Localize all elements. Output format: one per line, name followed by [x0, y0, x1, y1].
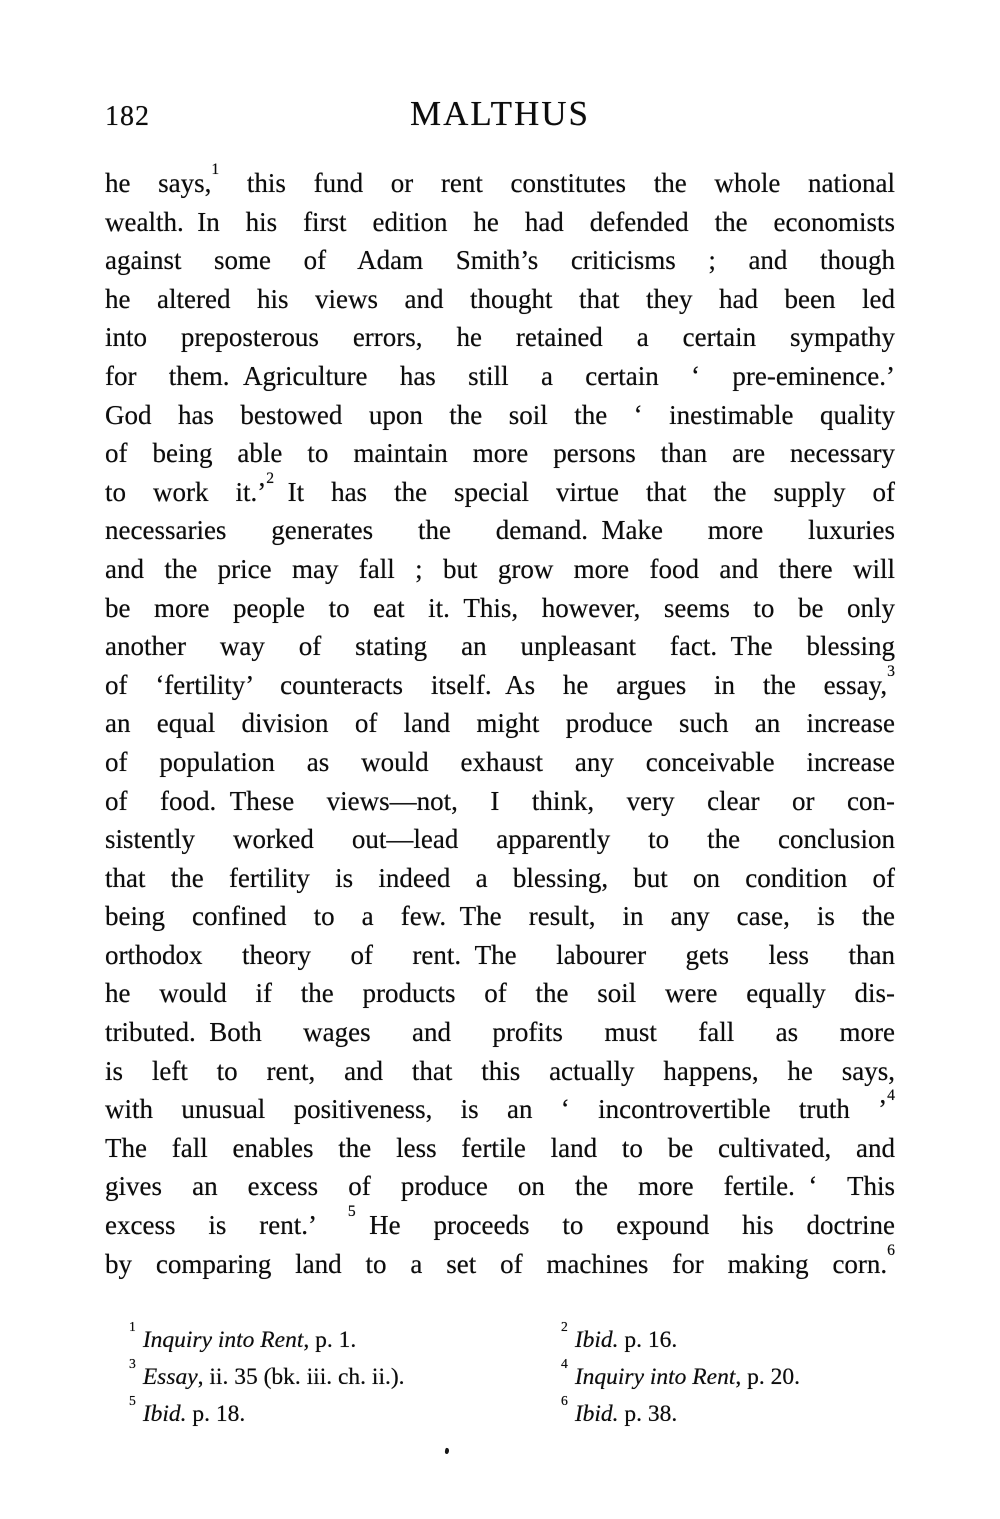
scan-speck-artifact [444, 1448, 449, 1455]
footnote [105, 1356, 553, 1396]
text-line: The fall enables the less fertile land to be cultivated, and [105, 1132, 895, 1163]
footnote-reference: , p. 1. [303, 1327, 357, 1353]
footnote [553, 1393, 895, 1433]
footnote-marker: 4 [561, 1356, 568, 1372]
footnotes [105, 1319, 895, 1433]
footnote-title: Ibid. [142, 1401, 187, 1427]
text-line: God has bestowed upon the soil the ‘ inestimable quality [105, 399, 895, 430]
footnote-reference: , ii. 35 (bk. iii. ch. ii.). [197, 1364, 405, 1390]
footnote [105, 1319, 553, 1359]
text-line: necessaries generates the demand. Make more luxuries [105, 515, 895, 546]
text-line: with unusual positiveness, is an ‘ incontrovertible truth ’$^4$ [105, 1087, 895, 1125]
footnote-marker: 6 [561, 1393, 568, 1409]
text-line: is left to rent, and that this actually happens, he says, [105, 1055, 895, 1086]
text-line: sistently worked out—lead apparently to the conclusion [105, 824, 895, 855]
footnote-marker: 2 [561, 1319, 568, 1335]
footnote-reference: p. 16. [618, 1327, 678, 1353]
body-text [105, 161, 895, 1283]
text-line: an equal division of land might produce such an increase [105, 708, 895, 739]
footnote-marker: 1 [129, 1319, 136, 1335]
footnote-row [105, 1319, 895, 1359]
footnote [105, 1393, 553, 1433]
text-line: of population as would exhaust any conceivable increase [105, 746, 895, 777]
footnote-reference: p. 38. [618, 1401, 678, 1427]
text-line: to work it.’$^2$ It has the special virtue that the supply of [105, 469, 895, 507]
text-line: against some of Adam Smith’s criticisms ; and though [105, 245, 895, 276]
text-line: he says,$^1$ this fund or rent constitutes the whole national [105, 161, 895, 198]
footnote-marker: 5 [129, 1393, 136, 1409]
text-line: into preposterous errors, he retained a certain sympathy [105, 322, 895, 353]
footnote [553, 1319, 895, 1359]
text-line: of ‘fertility’ counteracts itself. As he argues in the essay,$^3$ [105, 662, 895, 700]
text-line: that the fertility is indeed a blessing, but on condition of [105, 862, 895, 893]
text-line: gives an excess of produce on the more fertile. ‘ This [105, 1171, 895, 1202]
text-line: by comparing land to a set of machines for making corn.$^6$ [105, 1241, 895, 1279]
text-line: orthodox theory of rent. The labourer gets less than [105, 939, 895, 970]
text-line: be more people to eat it. This, however, seems to be only [105, 592, 895, 623]
footnote-title: Essay [142, 1364, 198, 1390]
footnote [553, 1356, 895, 1396]
text-line: being confined to a few. The result, in any case, is the [105, 901, 895, 932]
text-line: of being able to maintain more persons than are necessary [105, 438, 895, 469]
running-header: MALTHUS [410, 94, 590, 133]
footnote-row [105, 1356, 895, 1396]
text-line: tributed. Both wages and profits must fall as more [105, 1017, 895, 1048]
footnote-title: Ibid. [574, 1401, 619, 1427]
text-line: of food. These views—not, I think, very clear or con- [105, 785, 895, 816]
footnote-reference: , p. 20. [735, 1364, 800, 1390]
text-line: he altered his views and thought that they had been led [105, 283, 895, 314]
footnote-row [105, 1393, 895, 1433]
page-number: 182 [105, 101, 150, 132]
footnote-reference: p. 18. [186, 1401, 246, 1427]
text-line: he would if the products of the soil were equally dis- [105, 978, 895, 1009]
text-line: another way of stating an unpleasant fact. The blessing [105, 631, 895, 662]
text-line: wealth. In his first edition he had defended the economists [105, 206, 895, 237]
footnote-marker: 3 [129, 1356, 136, 1372]
text-line: and the price may fall ; but grow more food and there will [105, 553, 895, 584]
footnote-title: Inquiry into Rent [574, 1364, 736, 1390]
footnote-title: Ibid. [574, 1327, 619, 1353]
text-line: excess is rent.’ $^5$ He proceeds to expound his doctrine [105, 1203, 895, 1241]
text-line: for them. Agriculture has still a certain ‘ pre-eminence.’ [105, 360, 895, 391]
footnote-title: Inquiry into Rent [142, 1327, 304, 1353]
